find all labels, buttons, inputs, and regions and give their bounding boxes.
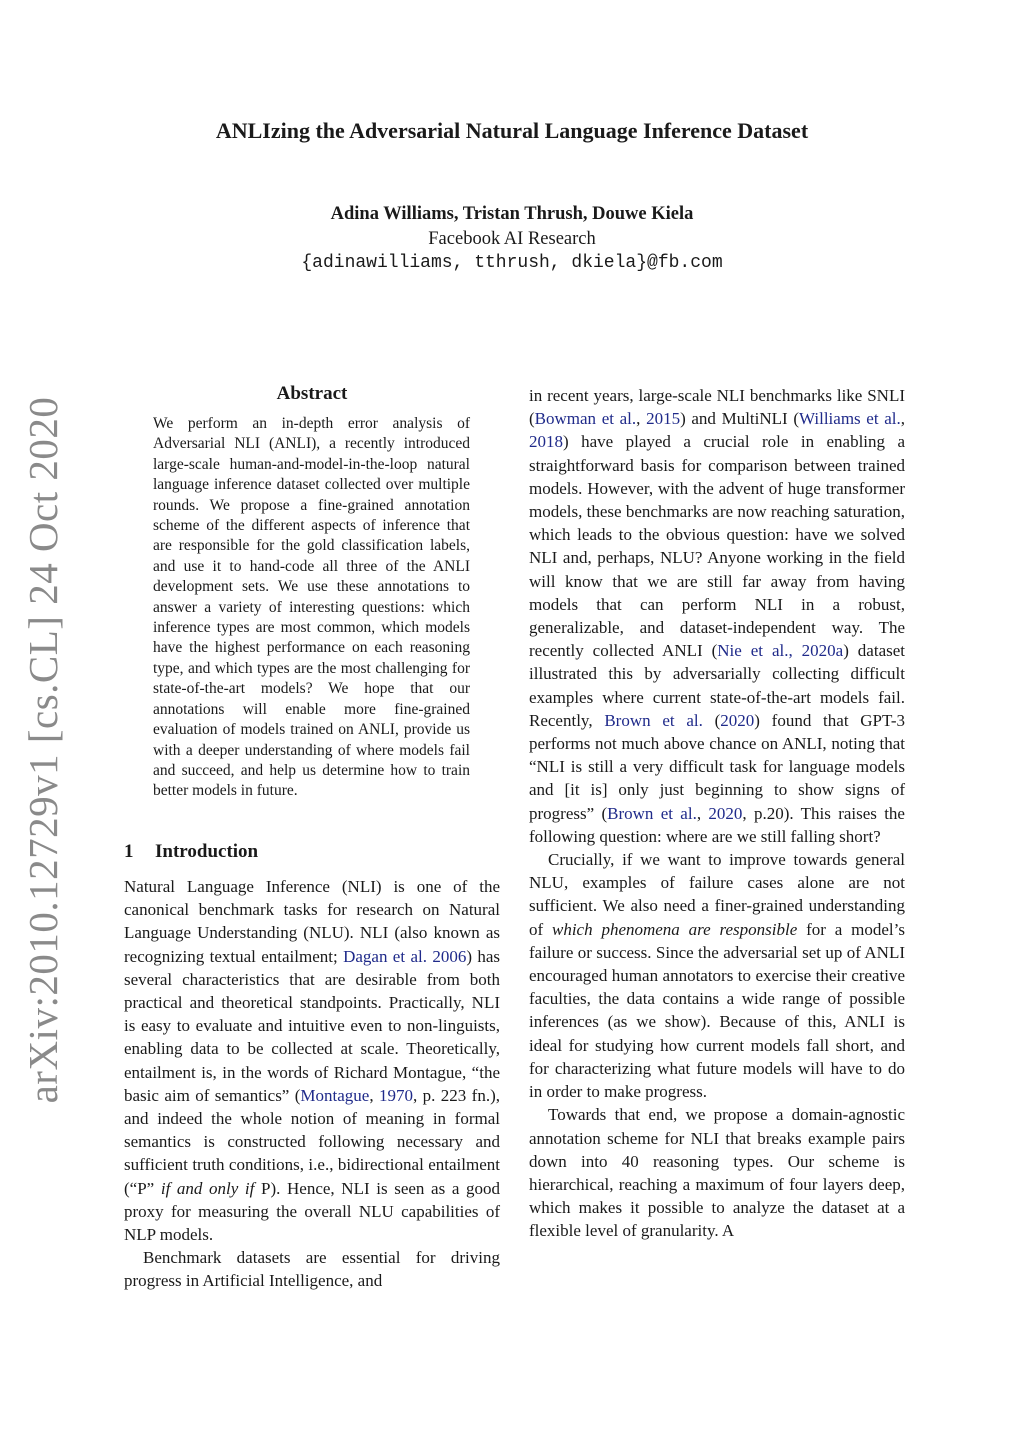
paper-title: ANLIzing the Adversarial Natural Language Inference Dataset: [215, 118, 809, 143]
text-run: ) have played a crucial role in enabling a straightforward basis for comparison between trained models. However, with the advent of huge transformer models, these benchmarks are now reaching saturation, which leads to the obvious question: have we solved NLI and, perhaps, NLU? Anyone working in the field will know that we are still far away from having models that can perform NLI in a robust, generalizable, and dataset-independent way. The recently collected ANLI (: [529, 432, 905, 661]
citation-link[interactable]: 2020: [720, 710, 755, 730]
citation-link[interactable]: Williams et al.: [799, 409, 901, 429]
text-run: , p.20). This raises the following question: where are we still falling short?: [529, 803, 905, 846]
citation-link[interactable]: Montague: [300, 1085, 370, 1105]
text-run: ) found that GPT-3 performs not much above chance on ANLI, noting that “NLI is still a very difficult task for language models and [it is] only just beginning to show signs of progress” (: [529, 710, 905, 823]
text-run: Natural Language Inference (NLI) is one of the canonical benchmark tasks for research on Natural Language Understanding (NLU). NLI (also known as recognizing textual entailment;: [124, 877, 500, 966]
author-affiliation: Facebook AI Research: [428, 229, 596, 249]
text-run: , p. 223 fn.), and indeed the whole notion of meaning in formal semantics is constructed following necessary and sufficient truth conditions, i.e., bidirectional entailment (“P”: [124, 1085, 501, 1198]
arxiv-identifier-stamp: arXiv:2010.12729v1 [cs.CL] 24 Oct 2020: [20, 396, 66, 1104]
section-number: 1: [124, 841, 134, 862]
text-run: Crucially, if we want to improve towards general NLU, examples of failure cases alone are not sufficient. We also need a finer-grained understanding of: [529, 850, 905, 939]
intro-paragraph-2: Benchmark datasets are essential for driving progress in Artificial Intelligence, and: [124, 1248, 500, 1291]
citation-link[interactable]: Dagan et al. 2006: [343, 946, 467, 966]
text-run: P). Hence, NLI is seen as a good proxy for measuring the overall NLU capabilities of NLP models.: [124, 1178, 500, 1245]
emphasis-text: if and only if: [160, 1178, 255, 1198]
text-run: for a model’s failure or success. Since the adversarial set up of ANLI encouraged human annotators to exercise their creative faculties, the data contains a wide range of possible inferences (as we show). Because of this, ANLI is ideal for studying how current models fall short, and for characterizing what future models will have to do in order to make progress.: [529, 919, 905, 1102]
citation-link[interactable]: Bowman et al.: [534, 409, 637, 429]
intro-paragraph-1: [124, 875, 500, 1246]
abstract-text: We perform an in-depth error analysis of Adversarial NLI (ANLI), a recently introduced large-scale human-and-model-in-the-loop natural language inference dataset collected over multiple rounds. We propose a fine-grained annotation scheme of the different aspects of inference that are responsible for the gold classification labels, and use it to hand-code all three of the ANLI development sets. We use these annotations to answer a variety of interesting questions: which inference types are most common, which models have the highest performance on each reasoning type, and which types are the most challenging for state-of-the-art models? We hope that our annotations will enable more fine-grained evaluation of models trained on ANLI, provide us with a deeper understanding of where models fail and succeed, and help us determine how to train better models in future.: [153, 415, 470, 800]
intro-paragraph-2-continued: [529, 384, 905, 848]
citation-link[interactable]: Brown et al.: [604, 710, 703, 730]
text-run: ) has several characteristics that are desirable from both practical and theoretical standpoints. Practically, NLI is easy to evaluate and intuitive even to non-linguists, enabling data to be collected at scale. Theoretically, entailment is, in the words of Richard Montague, “the basic aim of semantics” (: [124, 946, 501, 1105]
text-run: ,: [900, 409, 906, 429]
citation-link[interactable]: Brown et al.: [607, 803, 697, 823]
text-run: ) dataset illustrated this by adversarially collecting difficult examples where current state-of-the-art models fail. Recently,: [529, 641, 906, 730]
text-run: ) and MultiNLI (: [680, 409, 800, 429]
citation-link[interactable]: 1970: [379, 1085, 413, 1105]
emphasis-text: which phenomena are responsible: [552, 919, 798, 939]
text-run: (: [702, 710, 721, 730]
right-column: [529, 384, 905, 1243]
text-run: ,: [369, 1085, 379, 1105]
citation-link[interactable]: 2015: [646, 409, 681, 429]
text-run: in recent years, large-scale NLI benchmarks like SNLI (: [529, 386, 905, 429]
author-list: Adina Williams, Tristan Thrush, Douwe Kiela: [330, 204, 694, 224]
text-run: ,: [696, 803, 709, 823]
section-heading-introduction: [124, 841, 258, 863]
left-column: [124, 875, 500, 1293]
intro-paragraph-3: [529, 848, 905, 1103]
citation-link[interactable]: 2018: [529, 432, 563, 452]
citation-link[interactable]: 2020: [708, 803, 743, 823]
intro-paragraph-4: Towards that end, we propose a domain-agnostic annotation scheme for NLI that breaks example pairs down into 40 reasoning types. Our scheme is hierarchical, reaching a maximum of four layers deep, which makes it possible to analyze the dataset at a flexible level of granularity. A: [529, 1105, 905, 1241]
citation-link[interactable]: Nie et al., 2020a: [717, 641, 844, 661]
author-emails: {adinawilliams, tthrush, dkiela}@fb.com: [301, 253, 723, 273]
text-run: ,: [636, 409, 647, 429]
abstract-heading: Abstract: [276, 383, 348, 404]
section-title: Introduction: [155, 841, 259, 862]
